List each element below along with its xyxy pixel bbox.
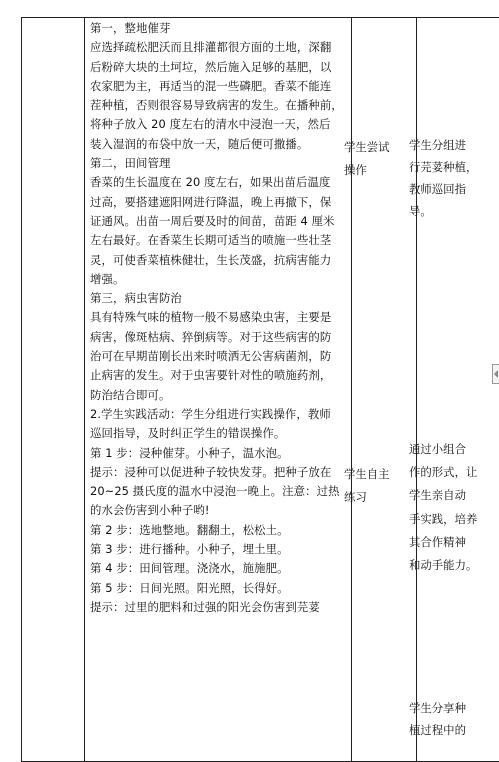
content-line: 将种子放入 20 度左右的清水中浸泡一天，然后 bbox=[90, 115, 346, 134]
content-line: 茬种植，否则很容易导致病害的发生。在播种前， bbox=[90, 96, 346, 115]
content-line: 具有特殊气味的植物一般不易感染虫害，主要是 bbox=[90, 308, 346, 327]
content-line: 香菜的生长温度在 20 度左右，如果出苗后温度 bbox=[90, 173, 346, 192]
design-intent-2 bbox=[409, 438, 477, 577]
content-line: 后粉碎大块的土坷垃，然后施入足够的基肥，以 bbox=[90, 58, 346, 77]
content-line: 灵，可使香菜植株健壮，生长茂盛，抗病害能力 bbox=[90, 251, 346, 270]
content-line: 病害，像斑枯病、猝倒病等。对于这些病害的防 bbox=[90, 328, 346, 347]
content-line: 20~25 摄氏度的温水中浸泡一晚上。注意：过热 bbox=[90, 482, 346, 501]
design-intent-3 bbox=[409, 697, 466, 741]
activity-line: 练习 bbox=[344, 486, 390, 509]
content-line: 2.学生实践活动：学生分组进行实践操作，教师 bbox=[90, 405, 346, 424]
content-line: 的水会伤害到小种子哟! bbox=[90, 501, 346, 520]
content-line: 治可在早期苗刚长出来时喷洒无公害病菌剂，防 bbox=[90, 347, 346, 366]
empty-left-cell bbox=[22, 18, 85, 762]
content-line: 证通风。出苗一周后要及时的间苗，苗距 4 厘米 bbox=[90, 212, 346, 231]
content-line: 第 4 步：田间管理。浇浇水，施施肥。 bbox=[90, 559, 346, 578]
content-line: 提示：浸种可以促进种子较快发芽。把种子放在 bbox=[90, 463, 346, 482]
content-line: 农家肥为主，再适当的混一些磷肥。香菜不能连 bbox=[90, 77, 346, 96]
intent-line: 作的形式，让 bbox=[409, 461, 477, 484]
intent-line: 导。 bbox=[409, 200, 477, 222]
intent-line: 手实践，培养 bbox=[409, 508, 477, 531]
intent-line: 学生分享种 bbox=[409, 697, 466, 719]
intent-line: 行芫荽种植， bbox=[409, 156, 477, 178]
activity-line: 学生尝试 bbox=[344, 136, 390, 159]
lesson-plan-table bbox=[21, 17, 499, 762]
content-line: 第 2 步：选地整地。翻翻土，松松土。 bbox=[90, 521, 346, 540]
content-line: 巡回指导，及时纠正学生的错误操作。 bbox=[90, 424, 346, 443]
activity-line: 操作 bbox=[344, 159, 390, 182]
content-line: 左右最好。在香菜生长期可适当的喷施一些壮茎 bbox=[90, 231, 346, 250]
table-row bbox=[22, 18, 499, 762]
content-line: 第 3 步：进行播种。小种子，埋土里。 bbox=[90, 540, 346, 559]
content-line: 防治结合即可。 bbox=[90, 386, 346, 405]
design-intent-cell bbox=[417, 18, 499, 762]
intent-line: 教师巡回指 bbox=[409, 178, 477, 200]
content-line: 第一，整地催芽 bbox=[90, 19, 346, 38]
content-line: 应选择疏松肥沃而且排灌都很方面的土地，深翻 bbox=[90, 38, 346, 57]
content-line: 过高，要搭建遮阳网进行降温，晚上再撤下，保 bbox=[90, 193, 346, 212]
intent-line: 和动手能力。 bbox=[409, 554, 477, 577]
content-line: 第三，病虫害防治 bbox=[90, 289, 346, 308]
intent-line: 学生亲自动 bbox=[409, 484, 477, 507]
content-line: 装入湿润的布袋中放一天，随后便可撒播。 bbox=[90, 135, 346, 154]
content-line: 第 1 步：浸种催芽。小种子，温水泡。 bbox=[90, 444, 346, 463]
collapse-handle-icon[interactable] bbox=[492, 364, 499, 384]
student-activity-2 bbox=[344, 463, 390, 508]
intent-line: 植过程中的 bbox=[409, 719, 466, 741]
activity-line: 学生自主 bbox=[344, 463, 390, 486]
content-line: 增强。 bbox=[90, 270, 346, 289]
teaching-content-cell bbox=[85, 18, 352, 762]
design-intent-1 bbox=[409, 134, 477, 222]
content-line: 第 5 步：日间光照。阳光照，长得好。 bbox=[90, 579, 346, 598]
student-activity-1 bbox=[344, 136, 390, 181]
student-activity-cell bbox=[352, 18, 417, 762]
content-line: 止病害的发生。对于虫害要针对性的喷施药剂， bbox=[90, 366, 346, 385]
intent-line: 其合作精神 bbox=[409, 531, 477, 554]
intent-line: 通过小组合 bbox=[409, 438, 477, 461]
intent-line: 学生分组进 bbox=[409, 134, 477, 156]
content-line: 第二，田间管理 bbox=[90, 154, 346, 173]
content-line: 提示：过里的肥料和过强的阳光会伤害到芫荽 bbox=[90, 598, 346, 617]
